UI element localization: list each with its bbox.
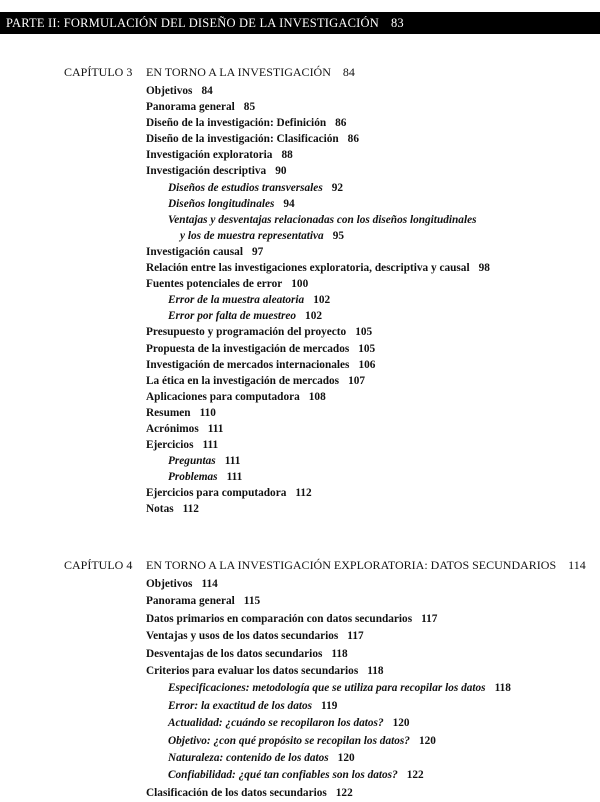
toc-entry: Objetivos 84 (146, 85, 213, 97)
chapter-title: EN TORNO A LA INVESTIGACIÓN EXPLORATORIA: DATOS SECUNDARIOS 114 (146, 558, 586, 572)
chapter-label: CAPÍTULO 4 (64, 558, 133, 572)
toc-entry: Fuentes potenciales de error 100 (146, 278, 309, 291)
chapter-heading (0, 555, 600, 575)
chapter-label: CAPÍTULO 3 (64, 65, 133, 79)
toc-entry: Propuesta de la investigación de mercados 105 (146, 342, 376, 355)
chapter-heading (0, 62, 600, 82)
toc-subentry: Actualidad: ¿cuándo se recopilaron los datos? 120 (168, 717, 410, 730)
toc-entry: Objetivos 114 (146, 578, 218, 590)
toc-entry: Panorama general 115 (146, 595, 261, 608)
toc-entry: Datos primarios en comparación con datos secundarios 117 (146, 612, 438, 625)
toc-subentry: Naturaleza: contenido de los datos 120 (168, 751, 355, 764)
toc-subentry: Error por falta de muestreo 102 (168, 310, 322, 323)
chapter-title: EN TORNO A LA INVESTIGACIÓN 84 (146, 65, 355, 79)
toc-entry: Diseño de la investigación: Definición 86 (146, 117, 347, 130)
toc-subentry: Especificaciones: metodología que se utiliza para recopilar los datos 118 (168, 682, 511, 695)
toc-subentry: Objetivo: ¿con qué propósito se recopilan los datos? 120 (168, 734, 436, 747)
toc-entries (0, 83, 600, 518)
toc-entry: Investigación descriptiva 90 (146, 165, 287, 178)
toc-entries (0, 576, 600, 802)
toc-entry: Presupuesto y programación del proyecto 105 (146, 326, 373, 339)
toc-subentry: Confiabilidad: ¿qué tan confiables son los datos? 122 (168, 769, 424, 782)
toc-entry: Diseño de la investigación: Clasificación 86 (146, 133, 359, 146)
toc-entry: Desventajas de los datos secundarios 118 (146, 647, 348, 660)
toc-entry: Panorama general 85 (146, 101, 256, 114)
toc-entry: Clasificación de los datos secundarios 122 (146, 786, 353, 799)
toc-subentry: Problemas 111 (168, 471, 243, 484)
toc-entry: Ejercicios para computadora 112 (146, 487, 312, 500)
toc-entry: Investigación de mercados internacionales 106 (146, 358, 376, 371)
toc-subentry: Preguntas 111 (168, 455, 241, 468)
toc-entry: Investigación causal 97 (146, 245, 264, 258)
toc-entry: Acrónimos 111 (146, 422, 224, 435)
toc-entry: Aplicaciones para computadora 108 (146, 390, 326, 403)
toc-entry: Relación entre las investigaciones exploratoria, descriptiva y causal 98 (146, 262, 490, 275)
toc-entry: Resumen 110 (146, 406, 216, 419)
toc-subentry: Diseños de estudios transversales 92 (168, 181, 344, 194)
toc-entry: Ventajas y usos de los datos secundarios 117 (146, 630, 364, 643)
toc-entry: Investigación exploratoria 88 (146, 149, 293, 162)
chapter-4-section (0, 555, 600, 802)
chapter-3-section (0, 62, 600, 518)
toc-subentry: Diseños longitudinales 94 (168, 197, 295, 210)
chapter-page-number: 84 (342, 65, 355, 79)
part-title: PARTE II: FORMULACIÓN DEL DISEÑO DE LA INVESTIGACIÓN 83 (6, 16, 404, 30)
toc-entry: Ejercicios 111 (146, 439, 219, 452)
toc-entry: La ética en la investigación de mercados 107 (146, 374, 366, 387)
toc-entry: Notas 112 (146, 503, 199, 516)
toc-subentry: Error de la muestra aleatoria 102 (168, 294, 331, 307)
chapter-page-number: 114 (568, 558, 586, 572)
toc-subentry: Ventajas y desventajas relacionadas con los diseños longitudinales (168, 213, 477, 226)
toc-subentry-continuation: y los de muestra representativa 95 (180, 229, 345, 242)
toc-entry: Criterios para evaluar los datos secundarios 118 (146, 664, 384, 677)
toc-subentry: Error: la exactitud de los datos 119 (168, 699, 338, 712)
part-page-number: 83 (390, 16, 404, 30)
part-banner (0, 12, 600, 34)
